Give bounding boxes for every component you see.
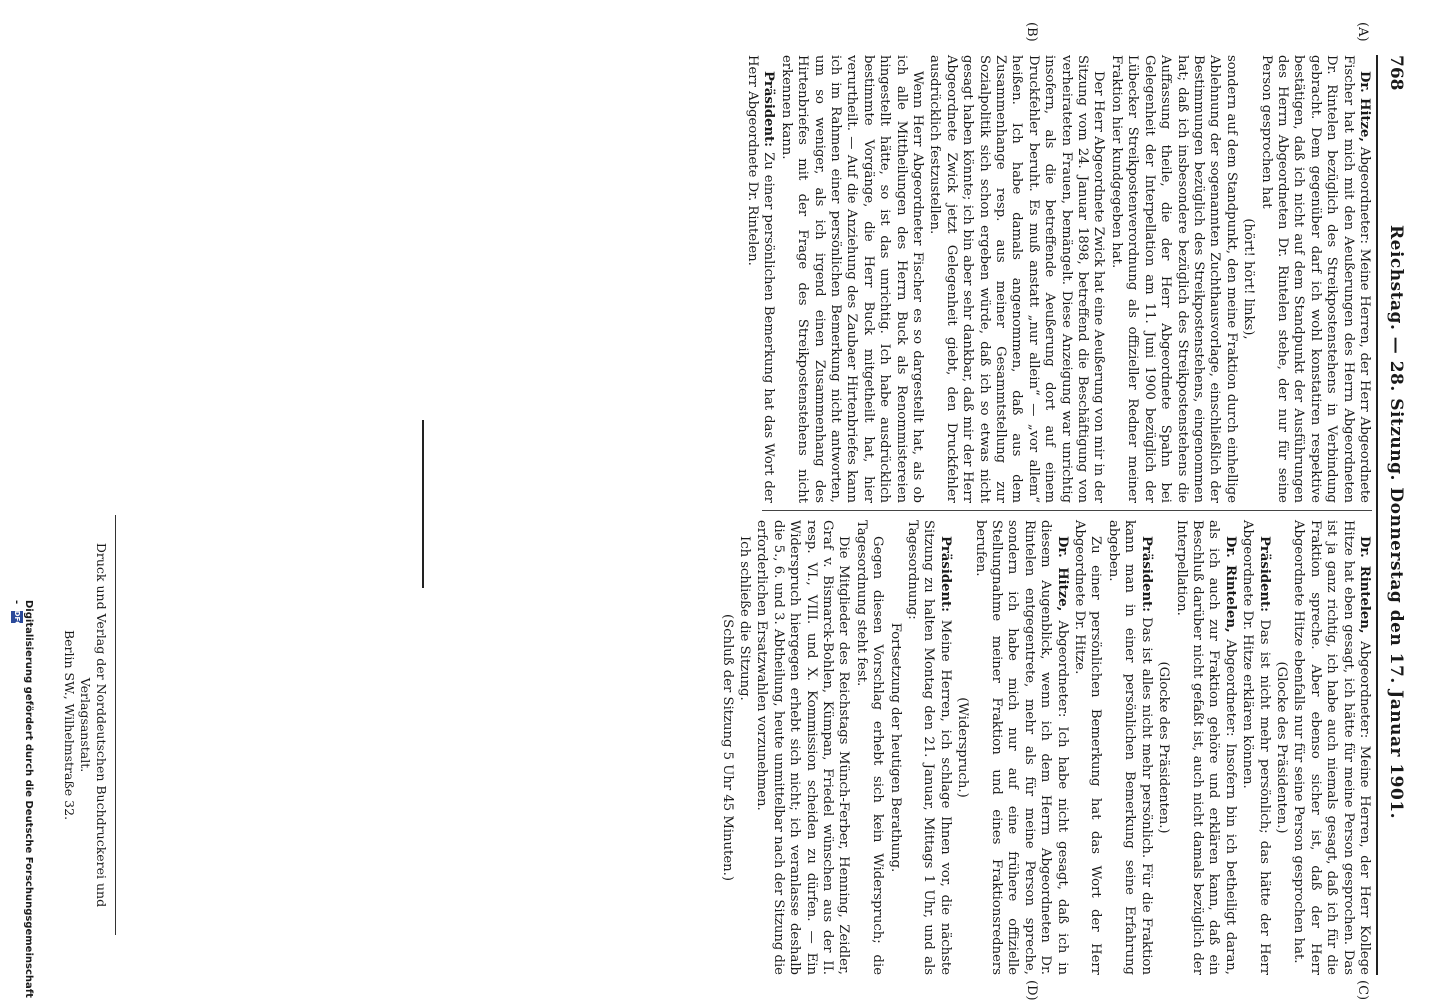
- paragraph: Präsident: Das ist alles nicht mehr persönlich. Für die Fraktion kann man in einer persönlichen Bemerkung seine Erfahrung abgeben.: [1105, 520, 1154, 975]
- paragraph: Dr. Hitze, Abgeordneter: Ich habe nicht gesagt, daß ich in diesem Augenblick, wenn ich dem Herrn Abgeordneten Dr. Rintelen entgegentrete, mehr als für meine Person spreche, sondern ich habe mich nur auf eine frühere offizielle Stellungnahme meiner Fraktion und eines Fraktionsredners berufen.: [972, 520, 1070, 976]
- header-rule: [1376, 55, 1378, 975]
- paragraph: Ich schließe die Sitzung.: [736, 536, 752, 701]
- paragraph: Die Mitglieder des Reichstags Münch-Ferber, Henning, Zeidler, Graf v. Bismarck-Bohlen, Kümpan, Friedel wünschen aus der II. resp. VI., VIII. und X. Kommission scheiden zu dürfen. — Ein Widerspruch hiergegen erhebt sich nicht; ich veranlasse deshalb die 5., 6. und 3. Abtheilung, heute unmittelbar nach der Sitzung die erforderlichen Ersatzwahlen vorzunehmen.: [754, 520, 852, 975]
- paragraph: Präsident: Meine Herren, ich schlage Ihnen vor, die nächste Sitzung zu halten Montag den 21. Januar, Mittags 1 Uhr, und als Tagesordnung:: [905, 520, 953, 975]
- margin-mark-d: (D): [1024, 980, 1039, 1001]
- imprint: [61, 515, 109, 935]
- footer-text: Digitalisierung gefördert durch die Deutsche Forschungsgemeinschaft -: [11, 600, 34, 998]
- paragraph: Dr. Hitze, Abgeordneter: Meine Herren, der Herr Abgeordnete Fischer hat mich mit den Aeußerungen des Herrn Abgeordneten Dr. Rintelen bezüglich des Streikpostenstehens in Verbindung gebracht. Dem gegenüber darf ich wohl konstatiren respektive bestätigen, daß ich nicht auf dem Standpunkt der Ausführungen des Herrn Abgeordneten Dr. Rintelen stehe, der nur für seine Person gesprochen hat: [1258, 55, 1372, 503]
- paragraph: sondern auf dem Standpunkt, den meine Fraktion durch einhellige Ablehnung der sogenannten Zuchthausvorlage, einschließlich der Bestimmungen bezüglich des Streikpostenstehens, eingenommen hat; daß ich insbesondere bezüglich des Streikpostenstehens die Auffassung theile, die der Herr Abgeordnete Spahn bei Gelegenheit der Interpellation am 11. Juni 1900 bezüglich der Lübecker Streikpostenverordnung als offizieller Redner meiner Fraktion hier kundgegeben hat.: [1108, 55, 1239, 503]
- paragraph: Der Herr Abgeordnete Zwick hat eine Aeußerung von mir in der Sitzung vom 24. Januar 1898, betreffend die Beschäftigung von verheirateten Frauen, bemängelt. Diese Anzeigung war unrichtig insofern, als die betreffende Aeußerung dort auf einem Druckfehler beruht. Es muß anstatt „nur allein“ — „vor allem“ heißen. Ich habe damals angenommen, daß aus dem Zusammenhange resp. aus meiner Gesammtstellung zur Sozialpolitik sich schon ergeben würde, daß ich so etwas nicht gesagt haben könnte; ich bin aber sehr dankbar, daß mir der Herr Abgeordnete Zwick jetzt Gelegenheit giebt, den Druckfehler ausdrücklich festzustellen.: [927, 55, 1107, 503]
- margin-mark-b: (B): [1024, 22, 1039, 42]
- left-column: [743, 55, 1372, 503]
- paragraph: Wenn Herr Abgeordneter Fischer es so dargestellt hat, als ob ich alle Mittheilungen des Herrn Buck als Renommistereien hingestellt hätte, so ist das unrichtig. Ich habe ausdrücklich bestimmte Vorgänge, die Herr Buck mitgetheilt hat, hier verurtheilt. — Auf die Anziehung des Zaubaer Hirtenbriefes kann ich im Rahmen einer persönlichen Bemerkung nicht antworten, um so weniger, als ich irgend einen Zusammenhang des Hirtenbriefes mit der Frage des Streikpostenstehens nicht erkennen kann.: [778, 55, 926, 503]
- paragraph: Zu einer persönlichen Bemerkung hat das Wort der Herr Abgeordnete Dr. Hitze.: [1072, 520, 1104, 975]
- agenda-item: Fortsetzung der heutigen Berathung.: [887, 622, 903, 873]
- page-number: 768: [1386, 55, 1406, 91]
- paragraph: Dr. Rintelen, Abgeordneter: Insofern bin ich betheiligt daran, als ich auch zur Fraktion gehöre und erklären kann, daß ein Beschluß darüber nicht gefaßt ist, auch nicht damals bezüglich der Interpellation.: [1173, 520, 1238, 975]
- column-divider: [762, 510, 1372, 511]
- digitization-footer: [11, 600, 34, 1000]
- interjection: (Glocke des Präsidenten.): [1273, 661, 1289, 834]
- paragraph: Präsident: Zu einer persönlichen Bemerkung hat das Wort der Herr Abgeordnete Dr. Rintelen.: [744, 55, 777, 503]
- page-header: [1380, 55, 1406, 975]
- paragraph: Präsident: Das ist nicht mehr persönlich; das hätte der Herr Abgeordnete Dr. Hitze erklären können.: [1240, 520, 1272, 975]
- section-separator: [422, 420, 424, 588]
- imprint-rule: [115, 515, 116, 935]
- interjection: (Glocke des Präsidenten.): [1156, 661, 1172, 834]
- paragraph: Gegen diesen Vorschlag erhebt sich kein Widerspruch; die Tagesordnung steht fest.: [853, 520, 886, 975]
- page-title: Reichstag. — 28. Sitzung. Donnerstag den 17. Januar 1901.: [1386, 225, 1406, 820]
- interjection: (Widerspruch.): [955, 697, 971, 798]
- margin-mark-c: (C): [1355, 980, 1370, 1001]
- margin-mark-a: (A): [1355, 22, 1370, 42]
- paragraph: Dr. Rintelen, Abgeordneter: Meine Herren, der Herr Kollege Hitze hat eben gesagt, ich hätte für meine Person gesprochen. Das ist ja ganz richtig, ich habe auch niemals gesagt, daß ich für die Fraktion spreche. Aber ebenso sicher ist, daß der Herr Abgeordnete Hitze ebenfalls nur für seine Person gesprochen hat.: [1291, 520, 1372, 975]
- imprint-line-2: Berlin SW., Wilhelmstraße 32.: [62, 629, 77, 821]
- right-column: [717, 520, 1372, 975]
- closing-note: (Schluß der Sitzung 5 Uhr 45 Minuten.): [719, 614, 735, 881]
- imprint-line-1: Druck und Verlag der Norddeutschen Buchdruckerei und Verlagsanstalt.: [78, 542, 109, 908]
- dfg-logo-icon: DFG: [13, 610, 21, 627]
- interjection: (hört! hört! links),: [1241, 218, 1257, 340]
